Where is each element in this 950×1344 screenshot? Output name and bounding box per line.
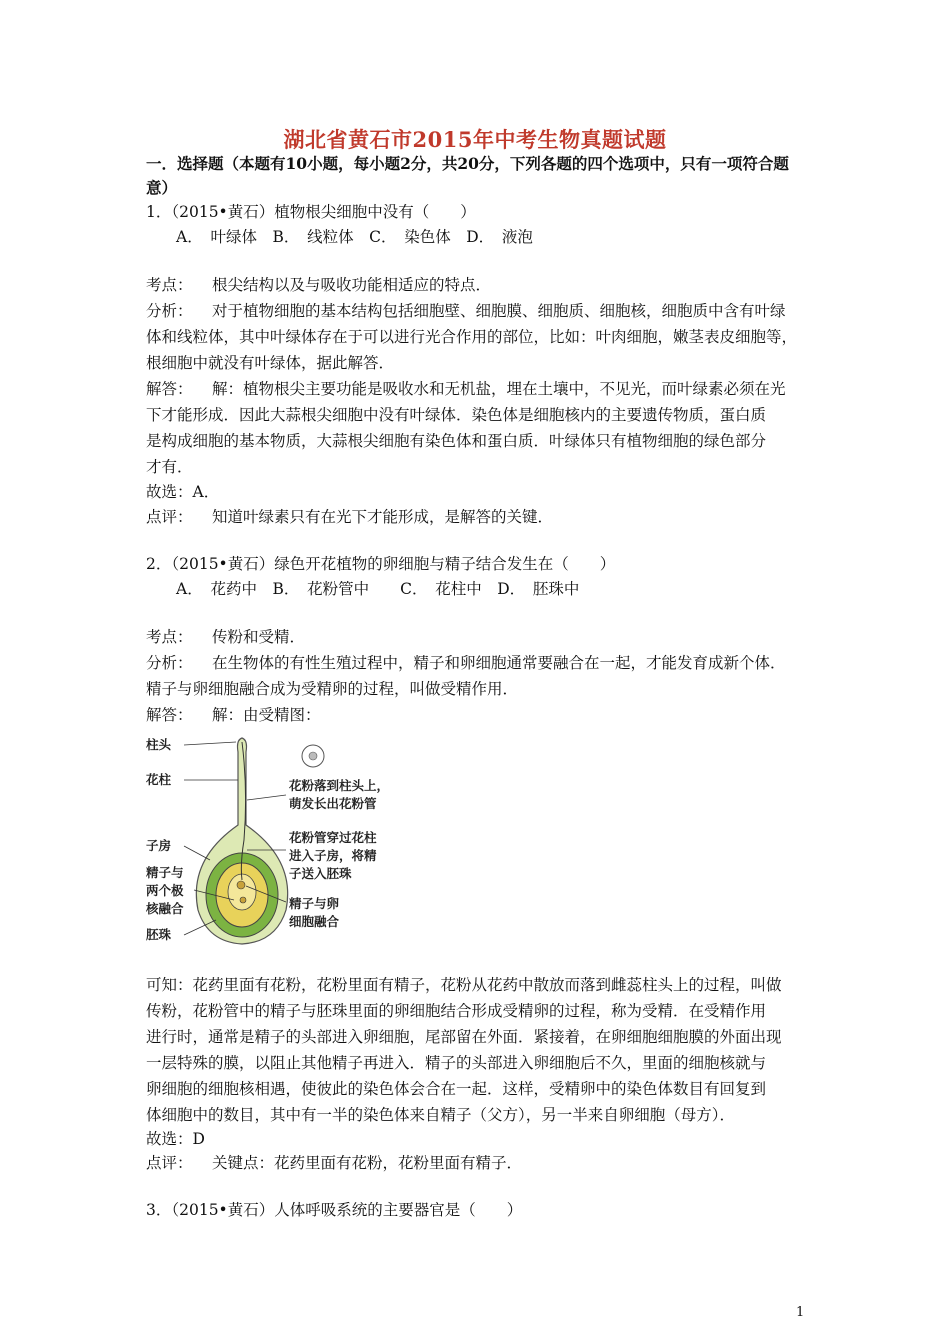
document-title: 湖北省黄石市2015年中考生物真题试题 xyxy=(283,127,667,152)
figure-note-pollination-2: 萌发长出花粉管 xyxy=(289,796,377,811)
q2-kezhi-line: 传粉，花粉管中的精子与胚珠里面的卵细胞结合形成受精卵的过程，称为受精．在受精作用 xyxy=(146,1002,767,1020)
q2-kezhi-line: 进行时，通常是精子的头部进入卵细胞，尾部留在外面．紧接着，在卵细胞细胞膜的外面出现 xyxy=(146,1028,782,1046)
q2-fenxi xyxy=(146,652,786,674)
polar-nuclei xyxy=(240,897,246,903)
figure-label-ovary: 子房 xyxy=(146,838,172,853)
q1-dianping xyxy=(146,506,553,528)
q1-fenxi-line: 体和线粒体，其中叶绿体存在于可以进行光合作用的部位，比如：叶肉细胞，嫩茎表皮细胞等， xyxy=(146,328,798,346)
figure-label-style: 花柱 xyxy=(146,772,172,787)
q2-kaodian-label: 考点： xyxy=(146,628,193,646)
q2-jieda-text: 解：由受精图： xyxy=(212,706,321,724)
q2-fenxi-label: 分析： xyxy=(146,654,193,672)
q2-kezhi-line: 可知：花药里面有花粉，花粉里面有精子，花粉从花药中散放而落到雌蕊柱头上的过程，叫做 xyxy=(146,976,782,994)
egg-cell xyxy=(237,881,245,889)
page-number: 1 xyxy=(796,1305,805,1320)
q1-kaodian-label: 考点： xyxy=(146,276,193,294)
q2-kezhi-line: 体细胞中的数目，其中有一半的染色体来自精子（父方），另一半来自卵细胞（母方）． xyxy=(146,1106,736,1124)
figure-note-tube-3: 子送入胚珠 xyxy=(289,866,352,881)
q2-fenxi-line: 在生物体的有性生殖过程中，精子和卵细胞通常要融合在一起，才能发育成新个体． xyxy=(212,654,786,672)
q2-dianping-text: 关键点：花药里面有花粉，花粉里面有精子． xyxy=(212,1154,523,1172)
q1-dianping-text: 知道叶绿素只有在光下才能形成，是解答的关键． xyxy=(212,508,554,526)
section-heading-line2: 意） xyxy=(146,178,178,197)
figure-label-stigma: 柱头 xyxy=(146,737,172,752)
q1-fenxi-line: 根细胞中就没有叶绿体，据此解答． xyxy=(146,354,395,372)
q3-stem: 3．（2015•黄石）人体呼吸系统的主要器官是（ ） xyxy=(146,1201,523,1219)
pollen-nucleus xyxy=(309,752,317,760)
q1-answer: 故选：A． xyxy=(146,483,220,501)
q1-kaodian xyxy=(146,274,491,296)
q1-jieda-line: 下才能形成．因此大蒜根尖细胞中没有叶绿体．染色体是细胞核内的主要遗传物质，蛋白质 xyxy=(146,406,767,424)
q1-jieda-line: 是构成细胞的基本物质，大蒜根尖细胞有染色体和蛋白质．叶绿体只有植物细胞的绿色部分 xyxy=(146,432,767,450)
q1-options: A． 叶绿体 B． 线粒体 C． 染色体 D． 液泡 xyxy=(176,228,533,246)
section-heading-line1: 一．选择题（本题有10小题，每小题2分，共20分，下列各题的四个选项中，只有一项符合题 xyxy=(146,154,789,173)
figure-note-tube-2: 进入子房，将精 xyxy=(289,848,377,863)
q1-jieda-label: 解答： xyxy=(146,380,193,398)
q1-stem: 1．（2015•黄石）植物根尖细胞中没有（ ） xyxy=(146,203,476,221)
figure-label-sperm-polar-2: 两个极 xyxy=(146,883,184,898)
leader-line xyxy=(247,795,286,800)
fertilization-figure xyxy=(146,730,396,950)
q2-options: A． 花药中 B． 花粉管中 C． 花柱中 D． 胚珠中 xyxy=(176,580,580,598)
q1-kaodian-text: 根尖结构以及与吸收功能相适应的特点． xyxy=(212,276,492,294)
q1-dianping-label: 点评： xyxy=(146,508,193,526)
q1-jieda xyxy=(146,378,786,400)
figure-label-ovule: 胚珠 xyxy=(146,927,172,942)
figure-label-sperm-polar-1: 精子与 xyxy=(146,865,184,880)
q2-dianping xyxy=(146,1152,522,1174)
q2-jieda xyxy=(146,704,321,726)
q2-kezhi-line: 卵细胞的细胞核相遇，使彼此的染色体会合在一起．这样，受精卵中的染色体数目有回复到 xyxy=(146,1080,767,1098)
leader-line xyxy=(184,846,210,860)
q1-fenxi xyxy=(146,300,786,322)
figure-note-fusion-2: 细胞融合 xyxy=(289,914,340,929)
q1-fenxi-line: 对于植物细胞的基本结构包括细胞壁、细胞膜、细胞质、细胞核，细胞质中含有叶绿 xyxy=(212,302,786,320)
leader-line xyxy=(184,742,236,745)
q2-kaodian-text: 传粉和受精． xyxy=(212,628,306,646)
q2-kaodian xyxy=(146,626,305,648)
figure-label-sperm-polar-3: 核融合 xyxy=(146,901,184,916)
figure-note-tube-1: 花粉管穿过花柱 xyxy=(289,830,377,845)
figure-note-fusion-1: 精子与卵 xyxy=(289,896,340,911)
q2-kezhi-line: 一层特殊的膜，以阻止其他精子再进入．精子的头部进入卵细胞后不久，里面的细胞核就与 xyxy=(146,1054,767,1072)
q2-dianping-label: 点评： xyxy=(146,1154,193,1172)
q2-fenxi-line: 精子与卵细胞融合成为受精卵的过程，叫做受精作用． xyxy=(146,680,519,698)
q2-jieda-label: 解答： xyxy=(146,706,193,724)
q2-answer: 故选：D xyxy=(146,1130,205,1148)
q1-jieda-line: 解：植物根尖主要功能是吸收水和无机盐，埋在土壤中，不见光，而叶绿素必须在光 xyxy=(212,380,786,398)
q2-stem: 2．（2015•黄石）绿色开花植物的卵细胞与精子结合发生在（ ） xyxy=(146,555,616,573)
figure-note-pollination-1: 花粉落到柱头上， xyxy=(289,778,390,793)
q1-fenxi-label: 分析： xyxy=(146,302,193,320)
q1-jieda-line: 才有． xyxy=(146,458,193,476)
